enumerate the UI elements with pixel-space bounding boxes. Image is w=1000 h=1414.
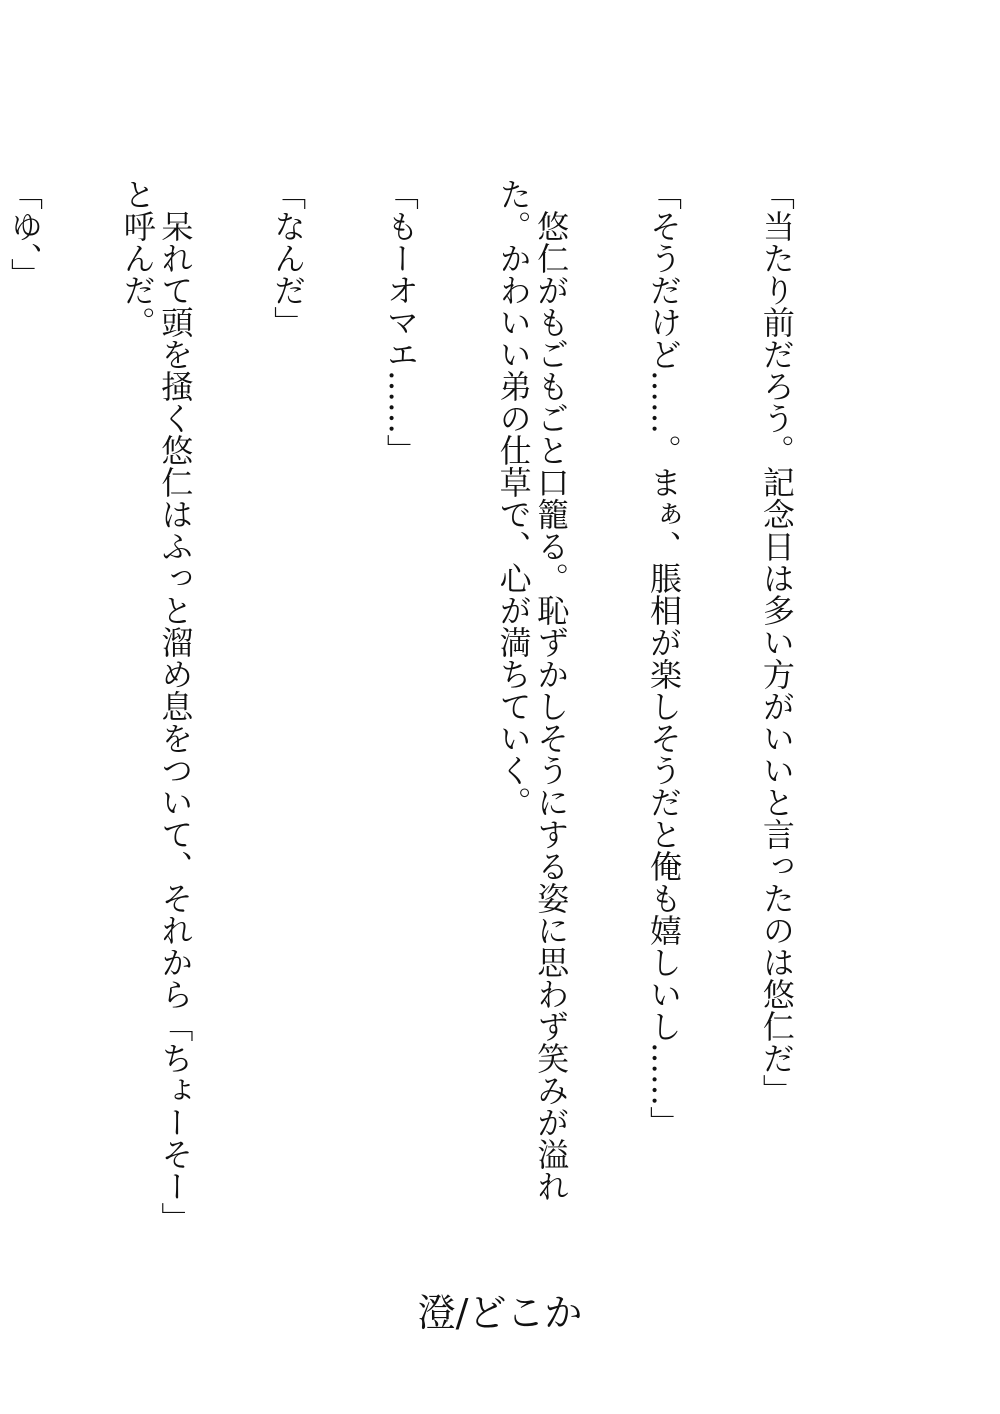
paragraph-7: 「ゆ、」 <box>5 178 44 290</box>
paragraph-6: 呆れて頭を掻く悠仁はふっと溜め息をついて、それから「ちょーそー」と呼んだ。 <box>118 178 195 1234</box>
paragraph-1: 「当たり前だろう。記念日は多い方がいいと言ったのは悠仁だ」 <box>757 178 796 1106</box>
paragraph-4: 「もーオマエ……」 <box>381 178 420 466</box>
paragraph-5: 「なんだ」 <box>269 178 308 338</box>
paragraph-2: 「そうだけど……。まぁ、脹相が楽しそうだと俺も嬉しいし……」 <box>645 178 684 1138</box>
vertical-body-text <box>5 178 870 1238</box>
author-credit: 澄/どこか <box>417 1291 583 1335</box>
paragraph-3: 悠仁がもごもごと口籠る。恥ずかしそうにする姿に思わず笑みが溢れた。かわいい弟の仕草で、心が満ちていく。 <box>494 178 571 1202</box>
